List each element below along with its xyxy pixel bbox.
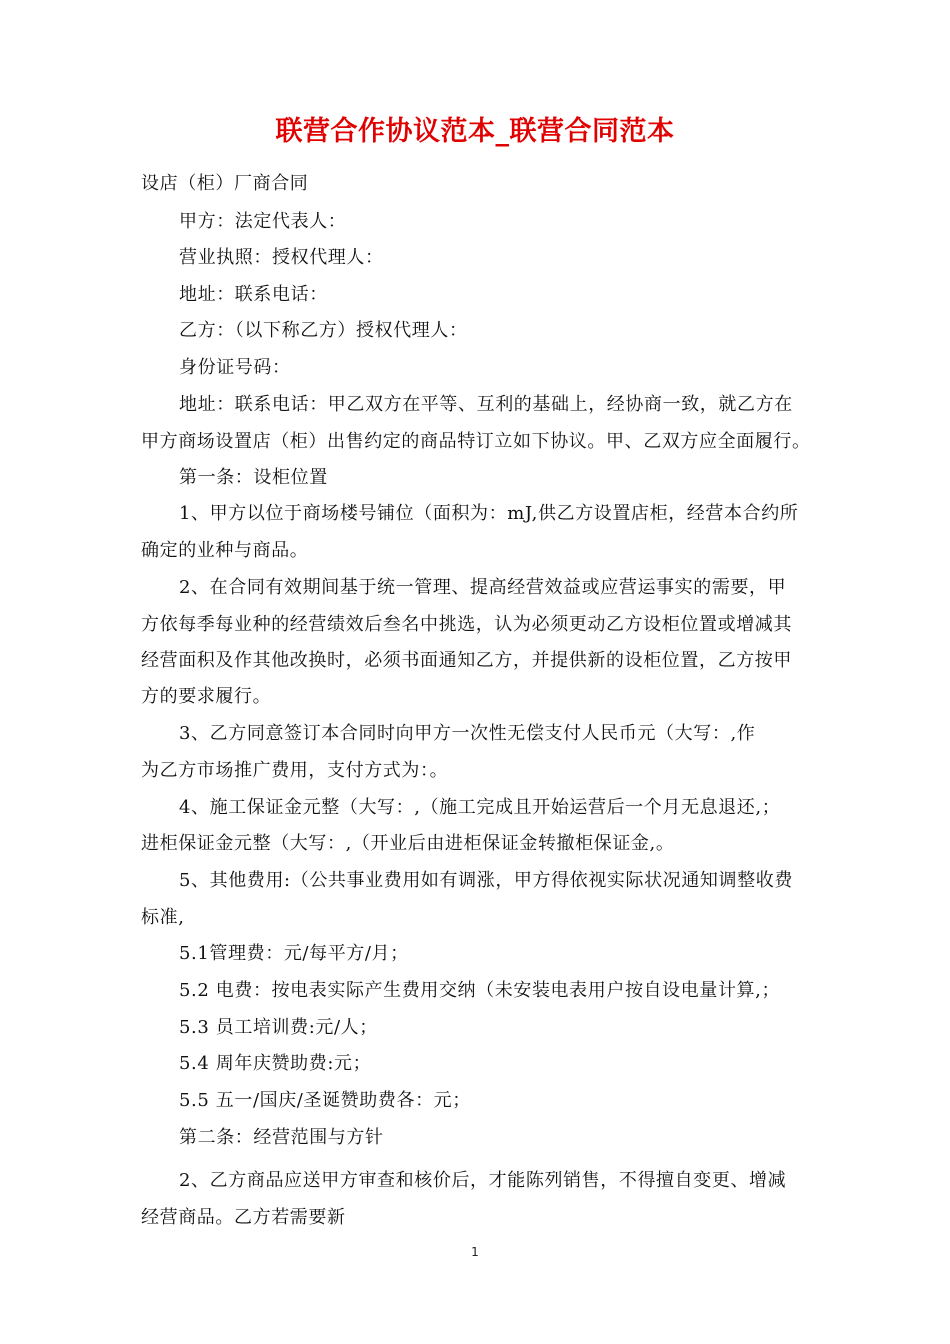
- clause-5-1: 5.1管理费：元/每平方/月；: [179, 943, 409, 964]
- document-title: 联营合作协议范本_联营合同范本: [275, 116, 675, 147]
- clause-2-line-3: 经营面积及作其他改换时，必须书面通知乙方，并提供新的设柜位置，乙方按甲: [141, 650, 792, 671]
- article-two-clause-line-1: 2、乙方商品应送甲方审查和核价后，才能陈列销售，不得擅自变更、增减: [179, 1170, 787, 1191]
- clause-5-line-2: 标准,: [141, 907, 185, 928]
- clause-2-line-1: 2、在合同有效期间基于统一管理、提高经营效益或应营运事实的需要，甲: [179, 577, 787, 598]
- id-number-line: 身份证号码：: [179, 357, 291, 378]
- clause-5-5: 5.5 五一/国庆/圣诞赞助费各：元；: [179, 1090, 471, 1111]
- clause-1-line-1: 1、甲方以位于商场楼号铺位（面积为：mJ,供乙方设置店柜，经营本合约所: [179, 503, 799, 524]
- clause-5-3: 5.3 员工培训费:元/人；: [179, 1017, 378, 1038]
- clause-5-2: 5.2 电费：按电表实际产生费用交纳（未安装电表用户按自设电量计算,；: [179, 980, 781, 1001]
- page-number: 1: [471, 1245, 479, 1259]
- article-two-heading: 第二条：经营范围与方针: [179, 1127, 384, 1148]
- party-a-line: 甲方：法定代表人：: [179, 211, 347, 232]
- clause-2-line-4: 方的要求履行。: [141, 686, 272, 707]
- article-two-clause-line-2: 经营商品。乙方若需要新: [141, 1207, 346, 1228]
- party-b-line: 乙方：（以下称乙方）授权代理人：: [179, 320, 468, 341]
- article-one-heading: 第一条：设柜位置: [179, 467, 328, 488]
- clause-4-line-1: 4、施工保证金元整（大写：,（施工完成且开始运营后一个月无息退还,；: [179, 797, 781, 818]
- party-a-address-line: 地址：联系电话：: [179, 284, 328, 305]
- clause-3-line-1: 3、乙方同意签订本合同时向甲方一次性无偿支付人民币元（大写：,作: [179, 723, 756, 744]
- clause-5-line-1: 5、其他费用:（公共事业费用如有调涨，甲方得依视实际状况通知调整收费: [179, 870, 793, 891]
- clause-3-line-2: 为乙方市场推广费用，支付方式为：。: [141, 760, 449, 781]
- clause-1-line-2: 确定的业种与商品。: [141, 540, 309, 561]
- clause-4-line-2: 进柜保证金元整（大写：,（开业后由进柜保证金转撤柜保证金,。: [141, 833, 675, 854]
- clause-2-line-2: 方依每季每业种的经营绩效后叁名中挑选，认为必须更动乙方设柜位置或增减其: [141, 614, 792, 635]
- clause-5-4: 5.4 周年庆赞助费:元；: [179, 1053, 372, 1074]
- business-license-line: 营业执照：授权代理人：: [179, 247, 384, 268]
- party-b-address-line: 地址：联系电话：甲乙双方在平等、互利的基础上，经协商一致，就乙方在: [179, 394, 793, 415]
- agreement-intro-line: 甲方商场设置店（柜）出售约定的商品特订立如下协议。甲、乙双方应全面履行。: [141, 431, 811, 452]
- contract-heading: 设店（柜）厂商合同: [141, 173, 309, 194]
